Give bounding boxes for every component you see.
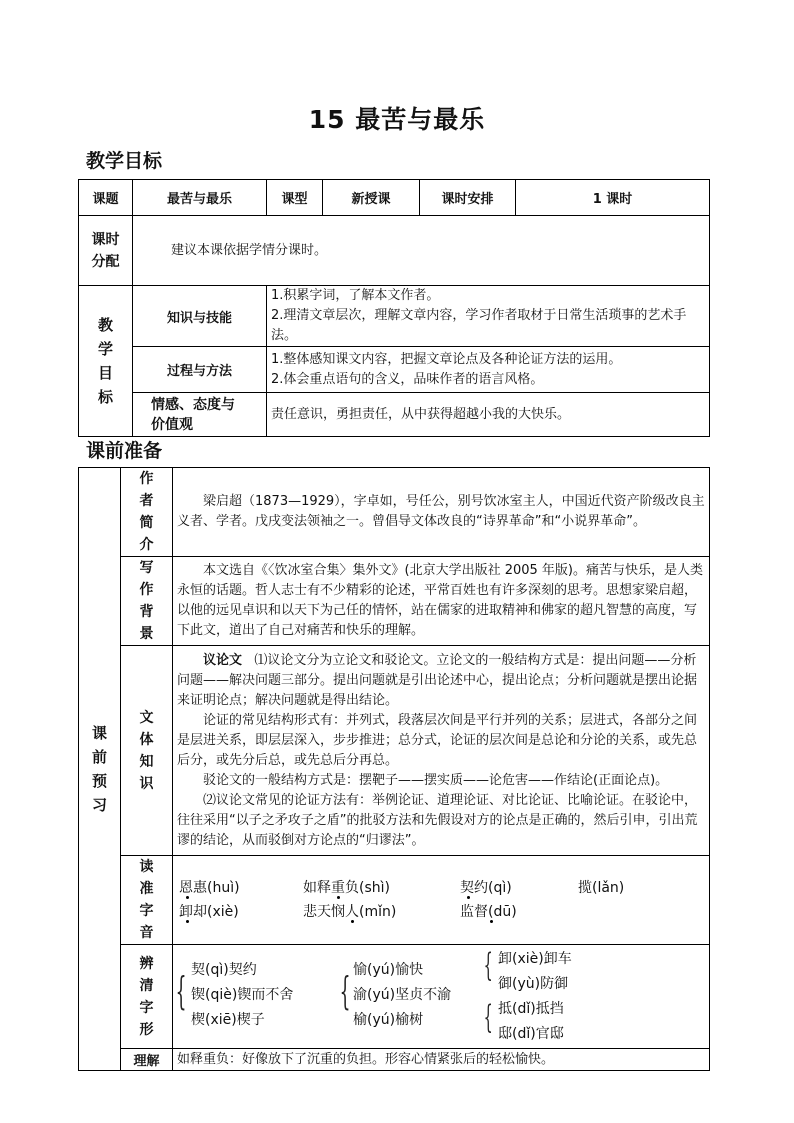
glyph-item: 渝(yú)坚贞不渝 [353,986,452,1003]
background-text: 本文选自《〈饮冰室合集〉集外文》(北京大学出版社 2005 年版)。痛苦与快乐，是人类永恒的话题。哲人志士有不少精彩的论述，平常百姓也有许多深刻的思考。思想家梁启超，以他的远见卓识和以天下为己任的情怀，站在儒家的进取精神和佛家的超凡智慧的高度，写下此文，道出了自己对痛苦和快乐的理解。 [173,557,710,646]
page-title: 15 最苦与最乐 [308,105,486,134]
cell-type-label: 课型 [267,180,323,216]
brace-icon: { [175,968,187,1013]
preview-table [78,467,710,1071]
pronunciation-item: 揽(lǎn) [578,880,625,896]
understanding-label: 理解 [121,1049,173,1071]
author-text: 梁启超（1873—1929），字卓如，号任公，别号饮冰室主人，中国近代资产阶级改良主义者、学者。戊戌变法领袖之一。曾倡导文体改良的“诗界革命”和“小说界革命”。 [173,468,710,557]
goal-line: 2.理清文章层次，理解文章内容，学习作者取材于日常生活琐事的艺术手法。 [271,308,687,343]
goal-label-emotion: 情感、态度与价值观 [133,393,267,437]
cell-schedule-value: 1 课时 [516,180,710,216]
glyph-item: 楔(xiē)楔子 [191,1011,265,1028]
pronunciation-label: 读准字音 [121,856,173,945]
glyph-item: 榆(yú)榆树 [353,1011,424,1028]
pronunciation-item: 卸却(xiè) [179,904,239,920]
glyph-label: 辨清字形 [121,945,173,1049]
cell-preview-label: 课前预习 [79,468,121,1071]
genre-paragraph: 驳论文的一般结构方式是：摆靶子——摆实质——论危害——作结论(正面论点)。 [203,772,669,788]
section-heading-goals: 教学目标 [86,150,163,172]
glyph-item: 契(qì)契约 [191,961,257,978]
cell-goals-label: 教学目标 [79,286,133,437]
genre-paragraph: ⑵议论文常见的论证方法有：举例论证、道理论证、对比论证、比喻论证。在驳论中，往往采用“以子之矛攻子之盾”的批驳方法和先假设对方的论点是正确的，然后引申，引出荒谬的结论，从而驳倒对方论点的“归谬法”。 [177,792,698,848]
cell-lesson-name: 最苦与最乐 [133,180,267,216]
background-label: 写作背景 [121,557,173,646]
glyph-groups [173,946,709,1048]
goal-line: 责任意识，勇担责任，从中获得超越小我的大快乐。 [271,406,571,422]
brace-icon: { [483,997,493,1036]
genre-paragraph: 论证的常见结构形式有：并列式，段落层次间是平行并列的关系；层进式，各部分之间是层进关系，即层层深入，步步推进；总分式，论证的层次间是总论和分论的关系，或先总后分，或先分后总，或先总后分再总。 [177,712,698,768]
goal-label-process: 过程与方法 [133,347,267,393]
cell-type-value: 新授课 [323,180,420,216]
genre-label: 文体知识 [121,646,173,856]
goal-line: 2.体会重点语句的含义，品味作者的语言风格。 [271,371,544,387]
glyph-item: 邸(dǐ)官邸 [498,1025,564,1042]
pronunciation-item: 悲天悯人(mǐn) [303,904,397,920]
glyph-item: 抵(dǐ)抵挡 [498,1000,564,1017]
pronunciation-grid [173,877,709,923]
goal-line: 1.整体感知课文内容，把握文章论点及各种论证方法的运用。 [271,351,622,367]
brace-icon: { [483,945,493,984]
goal-label-knowledge: 知识与技能 [133,286,267,347]
pronunciation-item: 恩惠(huì) [179,880,240,896]
cell-lesson-label: 课题 [79,180,133,216]
understanding-text: 如释重负：好像放下了沉重的负担。形容心情紧张后的轻松愉快。 [173,1049,710,1071]
goal-line: 1.积累字词，了解本文作者。 [271,288,440,303]
teaching-goals-table [78,179,710,437]
brace-icon: { [339,968,351,1013]
genre-paragraph: ⑴议论文分为立论文和驳论文。立论文的一般结构方式是：提出问题——分析问题——解决问题三部分。提出问题就是引出论述中心，提出论点；分析问题就是摆出论据来证明论点；解决问题就是得出结论。 [177,652,698,708]
cell-alloc-text: 建议本课依据学情分课时。 [133,216,710,286]
genre-heading: 议论文 [203,652,243,668]
pronunciation-item: 监督(dū) [460,904,517,920]
glyph-item: 锲(qiè)锲而不舍 [191,986,294,1003]
author-label: 作者简介 [121,468,173,557]
pronunciation-item: 如释重负(shì) [303,880,390,896]
glyph-item: 卸(xiè)卸车 [498,950,572,967]
glyph-item: 御(yù)防御 [498,975,569,992]
cell-alloc-label: 课时 分配 [79,216,133,286]
section-heading-prep: 课前准备 [86,440,163,462]
cell-schedule-label: 课时安排 [420,180,516,216]
pronunciation-item: 契约(qì) [460,880,512,896]
glyph-item: 愉(yú)愉快 [353,961,424,978]
